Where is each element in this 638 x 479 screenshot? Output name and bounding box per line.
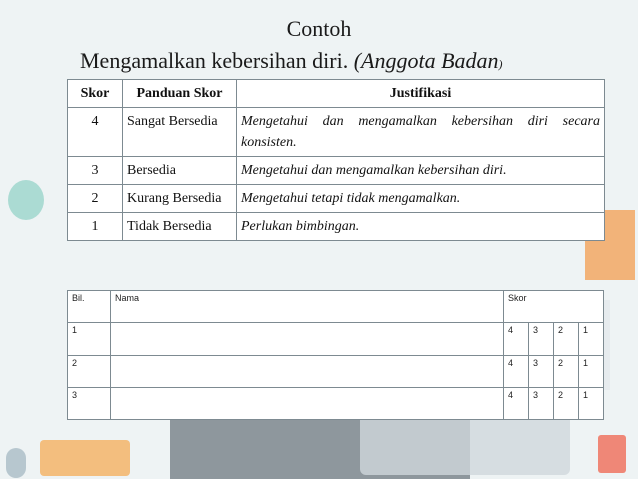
score-option-4[interactable]: 4 bbox=[504, 355, 529, 387]
score-option-1[interactable]: 1 bbox=[579, 323, 604, 355]
score-option-1[interactable]: 1 bbox=[579, 387, 604, 419]
rubric-header-row bbox=[68, 80, 605, 108]
slide-title: Contoh bbox=[286, 16, 352, 41]
score-bil: 2 bbox=[68, 355, 111, 387]
cup-illustration bbox=[598, 435, 626, 473]
rubric-panduan: Sangat Bersedia bbox=[123, 108, 237, 157]
rubric-panduan: Bersedia bbox=[123, 157, 237, 185]
score-option-4[interactable]: 4 bbox=[504, 323, 529, 355]
rubric-justifikasi: Perlukan bimbingan. bbox=[237, 213, 605, 241]
rubric-row bbox=[68, 108, 605, 157]
rubric-row bbox=[68, 157, 605, 185]
score-option-3[interactable]: 3 bbox=[529, 323, 554, 355]
score-name-field[interactable] bbox=[111, 323, 504, 355]
slide-subtitle bbox=[80, 48, 503, 74]
score-bil: 1 bbox=[68, 323, 111, 355]
notebook-illustration bbox=[40, 440, 130, 476]
score-header-row bbox=[68, 291, 604, 323]
score-option-1[interactable]: 1 bbox=[579, 355, 604, 387]
score-option-3[interactable]: 3 bbox=[529, 387, 554, 419]
rubric-table bbox=[67, 79, 605, 241]
rubric-row bbox=[68, 185, 605, 213]
score-option-3[interactable]: 3 bbox=[529, 355, 554, 387]
score-name-field[interactable] bbox=[111, 387, 504, 419]
rubric-panduan: Kurang Bersedia bbox=[123, 185, 237, 213]
rubric-skor: 1 bbox=[68, 213, 123, 241]
score-option-4[interactable]: 4 bbox=[504, 387, 529, 419]
score-option-2[interactable]: 2 bbox=[554, 355, 579, 387]
header-nama: Nama bbox=[111, 291, 504, 323]
score-row bbox=[68, 387, 604, 419]
score-table bbox=[67, 290, 604, 420]
rubric-row bbox=[68, 213, 605, 241]
header-skor: Skor bbox=[68, 80, 123, 108]
rubric-justifikasi: Mengetahui tetapi tidak mengamalkan. bbox=[237, 185, 605, 213]
score-option-2[interactable]: 2 bbox=[554, 387, 579, 419]
subtitle-plain: Mengamalkan kebersihan diri. bbox=[80, 48, 354, 73]
rubric-skor: 3 bbox=[68, 157, 123, 185]
score-option-2[interactable]: 2 bbox=[554, 323, 579, 355]
rubric-skor: 2 bbox=[68, 185, 123, 213]
score-bil: 3 bbox=[68, 387, 111, 419]
header-bil: Bil. bbox=[68, 291, 111, 323]
header-justifikasi: Justifikasi bbox=[237, 80, 605, 108]
subtitle-italic: (Anggota Badan bbox=[353, 48, 499, 73]
header-panduan: Panduan Skor bbox=[123, 80, 237, 108]
header-score: Skor bbox=[504, 291, 604, 323]
rubric-skor: 4 bbox=[68, 108, 123, 157]
score-row bbox=[68, 355, 604, 387]
mouse-illustration bbox=[6, 448, 26, 478]
score-row bbox=[68, 323, 604, 355]
plant-illustration bbox=[8, 180, 44, 220]
rubric-justifikasi: Mengetahui dan mengamalkan kebersihan diri secara konsisten. bbox=[237, 108, 605, 157]
subtitle-paren: ) bbox=[498, 57, 503, 71]
rubric-justifikasi: Mengetahui dan mengamalkan kebersihan diri. bbox=[237, 157, 605, 185]
score-name-field[interactable] bbox=[111, 355, 504, 387]
rubric-panduan: Tidak Bersedia bbox=[123, 213, 237, 241]
